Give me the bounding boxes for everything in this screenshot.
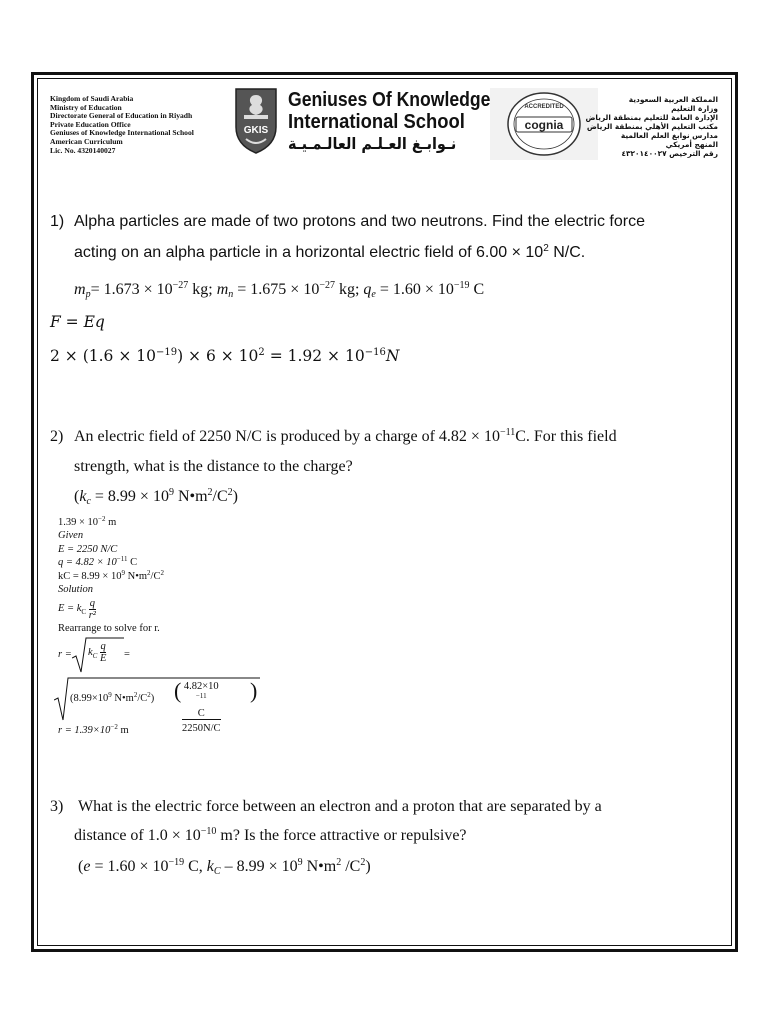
school-logo bbox=[232, 87, 491, 157]
svg-text:cognia: cognia bbox=[524, 118, 564, 132]
header-left-line: Geniuses of Knowledge International School bbox=[50, 128, 194, 138]
equation-substituted: ($8.99\times 10^9$ $N•m^2/C^2$) ( 4.82×10 $^{-11}$ C 2250N/C ) bbox=[58, 676, 164, 724]
question-text: strength, what is the distance to the charge? bbox=[74, 458, 353, 475]
given-item: $q = 4.82 \times 10^{-11}$ C bbox=[58, 555, 138, 569]
given-constants: ($k_c = 8.99 \times 10^9$ $N•m^2/C^2$) bbox=[74, 487, 238, 507]
final-result: $r = 1.39\times 10^{-2}$ m bbox=[58, 722, 129, 736]
header-left-line: Directorate General of Education in Riyadh bbox=[50, 111, 193, 121]
question-text: acting on an alpha particle in a horizontal electric field of $6.00 \times 10^2$ N/C. bbox=[74, 243, 586, 261]
given-item: kC = $8.99 \times 10^9$ $N•m^2/C^2$ bbox=[58, 568, 164, 582]
question-text: An electric field of 2250 N/C is produced by a charge of $4.82 \times 10^{-11}C$. For this field bbox=[74, 427, 617, 445]
given-item: E = 2250 N/C bbox=[58, 543, 118, 555]
question-text: What is the electric force between an electron and a proton that are separated by a bbox=[78, 798, 602, 815]
header-right-line: مدارس نوابغ العلم العالمية bbox=[620, 131, 718, 140]
equation-field: $E = k_C$ $\frac{q}{\text{r²}}$ bbox=[58, 597, 96, 621]
cognia-seal-icon bbox=[490, 88, 598, 160]
svg-text:ACCREDITED: ACCREDITED bbox=[524, 104, 564, 110]
header-left-block bbox=[50, 95, 194, 155]
page-border bbox=[31, 72, 738, 952]
equation-rearranged: r = $k_C$ $\frac{q}{E}$ = bbox=[58, 636, 164, 676]
question-text: Alpha particles are made of two protons and two neutrons. Find the electric force bbox=[74, 213, 645, 230]
formula: F = Eq bbox=[50, 313, 105, 331]
header-right-line: وزارة التعليم bbox=[671, 104, 718, 113]
header-left-line: Ministry of Education bbox=[50, 102, 122, 112]
header-left-line: Kingdom of Saudi Arabia bbox=[50, 94, 134, 103]
solution-result: $1.39 \times 10^{-2}$ m bbox=[58, 515, 117, 528]
header-right-line: رقم الترخيص ٤٣٢٠١٤٠٠٢٧ bbox=[621, 149, 718, 158]
logo-title-line-1: Geniuses Of Knowledge bbox=[288, 89, 491, 111]
given-label: Given bbox=[58, 530, 84, 542]
header-right-line: مكتب التعليم الأهلي بمنطقة الرياض bbox=[586, 122, 718, 131]
question-text: distance of $1.0 \times 10^{-10}$ m? Is the force attractive or repulsive? bbox=[74, 826, 467, 844]
header-right-line: الإدارة العامة للتعليم بمنطقة الرياض bbox=[585, 113, 718, 122]
given-constants: $m_p= 1.673 \times 10^{-27}$ kg; $m_n = 1.675 \times 10^{-27}$ kg; $q_e = 1.60 \times 10^{-19}$ C bbox=[74, 280, 485, 300]
question-number: 1) bbox=[50, 213, 65, 230]
logo-title-line-2: International School bbox=[288, 111, 465, 133]
accreditation-seal bbox=[490, 88, 598, 160]
given-constants: ($e = 1.60 \times 10^{-19}$ C, $k_C - 8.99 \times 10^9$ $N•m^2$ $/C^2$) bbox=[78, 857, 371, 877]
calculation: $2 \times (1.6 \times 10^{-19}) \times 6 \times 10^2 = 1.92 \times 10^{-16}N$ bbox=[50, 347, 400, 365]
school-crest-icon bbox=[232, 87, 280, 155]
worked-solution bbox=[58, 515, 258, 737]
header-left-line: Lic. No. 4320140027 bbox=[50, 145, 116, 155]
logo-arabic-title: نـوابـغ العـلـم العالـمـيـة bbox=[288, 134, 457, 153]
solution-label: Solution bbox=[58, 584, 94, 596]
svg-text:GKIS: GKIS bbox=[243, 125, 269, 136]
header-left-line: American Curriculum bbox=[50, 136, 123, 146]
header-right-line: المنهج أمريكي bbox=[665, 140, 718, 149]
question-number: 2) bbox=[50, 428, 64, 445]
question-number: 3) bbox=[50, 798, 64, 815]
header-right-block bbox=[585, 95, 718, 158]
rearrange-note: Rearrange to solve for r. bbox=[58, 623, 160, 635]
header-right-line: المملكة العربية السعودية bbox=[628, 95, 718, 104]
header-left-line: Private Education Office bbox=[50, 119, 131, 129]
